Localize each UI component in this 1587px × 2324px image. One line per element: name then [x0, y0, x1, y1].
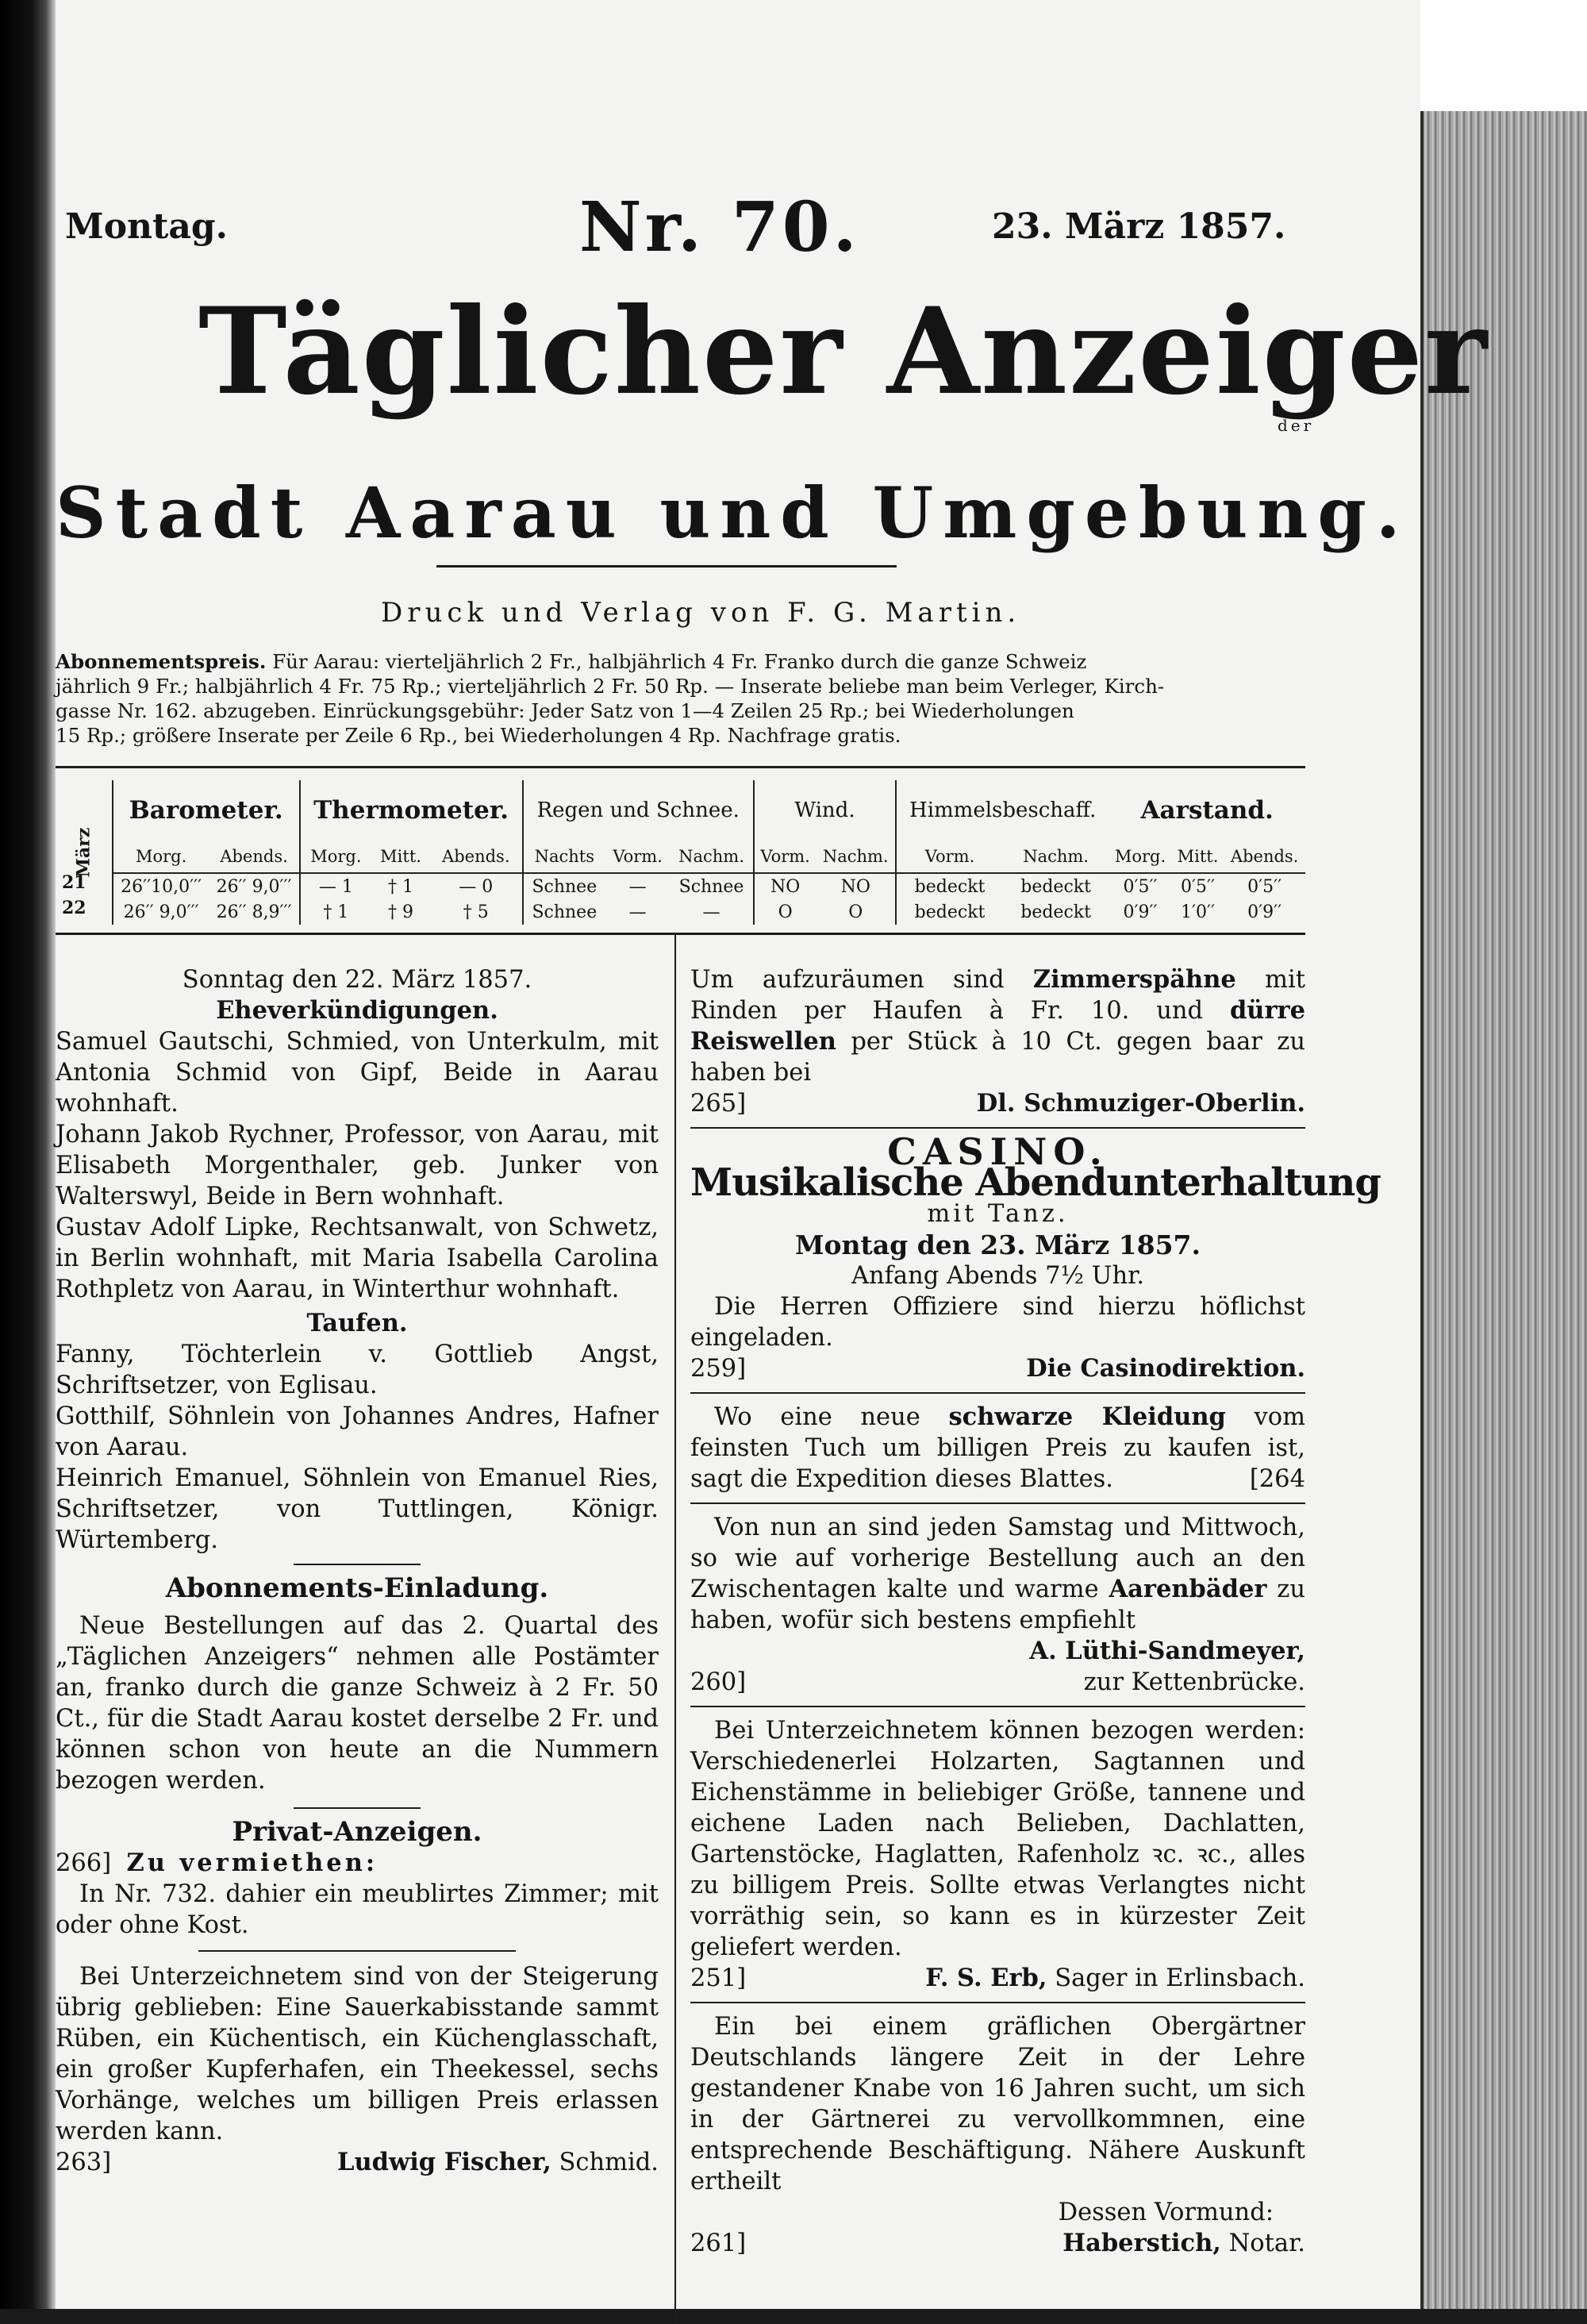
right-column: [690, 964, 1381, 2259]
privat-title: Privat-Anzeigen.: [232, 1816, 482, 1848]
ad-261-text: Ein bei einem gräflichen Obergärtner Deutschlands längere Zeit in der Lehre gestandener Knabe von 16 Jahren sucht, um sich in der Gärtnerei zu vervollkommnen, eine entsprechende Beschäftigung. Nähere Auskunft ertheilt: [690, 2013, 1305, 2195]
weather-cell: 0′5′′: [1123, 876, 1158, 897]
ad-261-signature: Haberstich,: [1062, 2229, 1221, 2257]
ad-266-number: 266]: [56, 1849, 112, 1877]
mit-tanz: mit Tanz.: [927, 1200, 1069, 1228]
subscription-block: [56, 649, 1305, 748]
event-date: Montag den 23. März 1857.: [794, 1229, 1201, 1260]
weather-cell: Schnee: [523, 873, 605, 899]
ad-251-number: 251]: [690, 1964, 747, 1992]
weather-header-barometer: Barometer.: [113, 780, 300, 841]
weather-sub: Vorm.: [896, 841, 1003, 873]
taufen-entry: Heinrich Emanuel, Söhnlein von Emanuel Ries, Schriftsetzer, von Tuttlingen, Königr. Würtemberg.: [56, 1464, 659, 1554]
subscription-label: Abonnementspreis.: [56, 650, 267, 673]
subscription-line-1: Für Aarau: vierteljährlich 2 Fr., halbjährlich 4 Fr. Franko durch die ganze Schweiz: [272, 650, 1087, 673]
ad-264-number: [264: [1249, 1465, 1305, 1493]
ad-261-vormund: Dessen Vormund:: [1058, 2199, 1274, 2226]
weather-header-rain: Regen und Schnee.: [523, 780, 754, 841]
weather-sub: Morg.: [113, 841, 209, 873]
ad-260-number: 260]: [690, 1668, 747, 1696]
offiziere-text: Die Herren Offiziere sind hierzu höflichst eingeladen.: [690, 1293, 1305, 1352]
book-binding: [0, 0, 56, 2309]
ad-264-bold: schwarze Kleidung: [948, 1402, 1226, 1431]
weather-day-22: 22: [62, 898, 86, 918]
weather-cell: † 1: [300, 899, 372, 925]
weather-header-aarstand: Aarstand.: [1140, 796, 1274, 825]
ad-260-location: zur Kettenbrücke.: [1083, 1668, 1305, 1696]
masthead-rule: [436, 565, 897, 568]
weather-cell: — 0: [459, 876, 494, 897]
weather-cell: 26′′ 8,9′′′: [216, 902, 292, 922]
weather-cell: 1′0′′: [1181, 902, 1215, 922]
taufen-title: Taufen.: [306, 1309, 408, 1337]
weather-cell: Schnee: [678, 876, 744, 897]
eheverk-entry: Gustav Adolf Lipke, Rechtsanwalt, von Schwetz, in Berlin wohnhaft, mit Maria Isabella Carolina Rothpletz von Aarau, in Winterthur wohnhaft.: [56, 1214, 659, 1303]
left-column: [56, 964, 659, 2178]
masthead-der: der: [1278, 416, 1315, 435]
weather-cell: NO: [754, 873, 817, 899]
publisher-line: Druck und Verlag von F. G. Martin.: [381, 597, 1021, 629]
weather-sub: Abends.: [430, 841, 523, 873]
ad-251-signature: F. S. Erb,: [925, 1964, 1047, 1992]
book-page-edges: [1420, 111, 1587, 2309]
ad-263-signature: Ludwig Fischer,: [337, 2148, 551, 2176]
weather-top-rule: [56, 766, 1305, 768]
ad-rule: [690, 1392, 1305, 1394]
casino-title: CASINO.: [887, 1130, 1109, 1173]
weather-sub: Nachm.: [1003, 841, 1109, 873]
ad-260-signature: A. Lüthi-Sandmeyer,: [1029, 1637, 1305, 1665]
column-divider: [674, 935, 676, 2324]
ad-266-text: In Nr. 732. dahier ein meublirtes Zimmer; mit oder ohne Kost.: [56, 1880, 659, 1939]
abo-text: Neue Bestellungen auf das 2. Quartal des „Täglichen Anzeigers“ nehmen alle Postämter an, franko durch die ganze Schweiz à 2 Fr. 50 Ct., für die Stadt Aarau kostet derselbe 2 Fr. und können schon von heute an die Nummern bezogen werden.: [56, 1612, 659, 1795]
ad-264-text: vom feinsten Tuch um billigen Preis zu kaufen ist, sagt die Expedition dieses Blattes.: [690, 1403, 1305, 1493]
weather-table: [56, 780, 1305, 925]
section-rule: [294, 1807, 421, 1809]
ad-265-number: 265]: [690, 1090, 747, 1118]
ad-265-signature: Dl. Schmuziger-Oberlin.: [976, 1089, 1305, 1118]
ad-261-number: 261]: [690, 2230, 747, 2257]
musik-title: Musikalische Abendunterhaltung: [690, 1160, 1381, 1205]
weather-header-thermometer: Thermometer.: [300, 780, 523, 841]
masthead-subtitle: Stadt Aarau und Umgebung.: [56, 471, 1410, 554]
weather-header-wind: Wind.: [754, 780, 896, 841]
weather-cell: 0′9′′: [1247, 902, 1282, 922]
weekday: Montag.: [65, 206, 228, 247]
weather-cell: O: [754, 899, 817, 925]
ad-rule: [690, 1503, 1305, 1504]
ad-263-text: Bei Unterzeichnetem sind von der Steigerung übrig geblieben: Eine Sauerkabisstande sammt Rüben, ein Küchentisch, ein Küchenglasschaft, ein großer Kupferhafen, ein Theekessel, sechs Vorhänge, welches um billigen Preis erlassen werden kann.: [56, 1963, 659, 2145]
ad-rule: [690, 1127, 1305, 1129]
ad-263-signature-role: Schmid.: [559, 2149, 659, 2176]
weather-cell: 26′′ 9,0′′′: [113, 899, 209, 925]
weather-cell: † 9: [388, 902, 414, 922]
event-start: Anfang Abends 7½ Uhr.: [851, 1262, 1145, 1290]
weather-cell: O: [848, 902, 863, 922]
weather-cell: bedeckt: [1020, 876, 1091, 897]
weather-cell: —: [702, 902, 720, 922]
weather-sub: Nachts: [523, 841, 605, 873]
weather-sub: Morg.: [1109, 841, 1171, 873]
subscription-line-4: 15 Rp.; größere Inserate per Zeile 6 Rp., bei Wiederholungen 4 Rp. Nachfrage gratis.: [56, 724, 901, 747]
weather-cell: — 1: [300, 873, 372, 899]
weather-sub: Nachm.: [816, 841, 896, 873]
page-top-margin: [1420, 0, 1587, 111]
issue-date: 23. März 1857.: [992, 206, 1286, 247]
eheverk-entry: Samuel Gautschi, Schmied, von Unterkulm, mit Antonia Schmid von Gipf, Beide in Aarau wohnhaft.: [56, 1028, 659, 1118]
ad-265-bold: dürre Reiswellen: [690, 996, 1305, 1056]
ad-261-signature-role: Notar.: [1228, 2230, 1305, 2257]
ad-266-heading: Zu vermiethen:: [126, 1849, 378, 1877]
ad-265-text: Um aufzuräumen sind: [690, 966, 1033, 994]
weather-row: [56, 899, 1305, 925]
ad-rule: [198, 1950, 516, 1952]
register-date: Sonntag den 22. März 1857.: [182, 966, 532, 994]
weather-sub: Abends.: [209, 841, 300, 873]
ad-rule: [690, 1706, 1305, 1707]
ad-251-signature-role: Sager in Erlinsbach.: [1055, 1964, 1305, 1992]
ad-rule: [690, 2002, 1305, 2003]
ad-265-text: per Stück à 10 Ct. gegen baar zu haben bei: [690, 1028, 1305, 1087]
weather-cell: † 5: [463, 902, 489, 922]
weather-sub: Vorm.: [605, 841, 670, 873]
weather-cell: bedeckt: [1020, 902, 1091, 922]
masthead-title: Täglicher Anzeiger: [198, 282, 1489, 421]
eheverk-title: Eheverkündigungen.: [216, 996, 498, 1025]
ad-265-text: mit Rinden per Haufen à Fr. 10. und: [690, 966, 1305, 1025]
ad-263-number: 263]: [56, 2149, 112, 2176]
weather-cell: bedeckt: [896, 899, 1003, 925]
ad-260-bold: Aarenbäder: [1109, 1575, 1267, 1603]
ad-260-text: zu haben, wofür sich bestens empfiehlt: [690, 1576, 1305, 1634]
abo-title: Abonnements-Einladung.: [165, 1572, 549, 1604]
ad-259-number: 259]: [690, 1355, 747, 1383]
weather-cell: 26′′ 9,0′′′: [216, 876, 292, 897]
ad-260-text: Von nun an sind jeden Samstag und Mittwoch, so wie auf vorherige Bestellung auch an den Zwischentagen kalte und warme: [690, 1514, 1305, 1603]
weather-sub: Mitt.: [1172, 841, 1224, 873]
ad-265-bold: Zimmerspähne: [1032, 965, 1236, 994]
taufen-entry: Gotthilf, Söhnlein von Johannes Andres, Hafner von Aarau.: [56, 1402, 659, 1461]
weather-cell: Schnee: [523, 899, 605, 925]
ad-264-text: Wo eine neue: [714, 1403, 949, 1431]
weather-day-21: 21: [62, 872, 86, 893]
weather-sub: Morg.: [300, 841, 372, 873]
weather-cell: 26′′10,0′′′: [113, 873, 209, 899]
weather-cell: —: [628, 876, 647, 897]
casino-direction: Die Casinodirektion.: [1026, 1354, 1305, 1383]
issue-number: Nr. 70.: [579, 187, 860, 267]
section-rule: [294, 1564, 421, 1565]
weather-sub: Nachm.: [670, 841, 754, 873]
subscription-line-2: jährlich 9 Fr.; halbjährlich 4 Fr. 75 Rp.; vierteljährlich 2 Fr. 50 Rp. — Inserate beliebe man beim Verleger, Kirch-: [56, 675, 1165, 698]
newspaper-page: [56, 0, 1489, 2309]
weather-cell: 0′5′′: [1247, 876, 1282, 897]
eheverk-entry: Johann Jakob Rychner, Professor, von Aarau, mit Elisabeth Morgenthaler, geb. Junker von Walterswyl, Beide in Bern wohnhaft.: [56, 1121, 659, 1210]
weather-cell: 0′9′′: [1123, 902, 1158, 922]
weather-row: [56, 873, 1305, 899]
weather-cell: bedeckt: [896, 873, 1003, 899]
weather-cell: † 1: [388, 876, 414, 897]
weather-bottom-rule: [56, 933, 1305, 935]
weather-sub: Mitt.: [371, 841, 430, 873]
weather-header-sky: Himmelsbeschaff.: [896, 780, 1109, 841]
weather-cell: NO: [840, 876, 870, 897]
weather-sub: Vorm.: [754, 841, 817, 873]
weather-sub: Abends.: [1224, 841, 1305, 873]
ad-251-text: Bei Unterzeichnetem können bezogen werden: Verschiedenerlei Holzarten, Sagtannen und Eichenstämme in beliebiger Größe, tannene und eichene Laden nach Belieben, Dachlatten, Gartenstöcke, Haglatten, Rafenholz ꝛc. ꝛc., alles zu billigem Preis. Sollte etwas Verlangtes nicht vorräthig sein, so kann es in kürzester Zeit geliefert werden.: [690, 1717, 1305, 1961]
weather-cell: 0′5′′: [1181, 876, 1215, 897]
weather-side-label: März: [73, 827, 94, 878]
subscription-line-3: gasse Nr. 162. abzugeben. Einrückungsgebühr: Jeder Satz von 1—4 Zeilen 25 Rp.; bei Wiederholungen: [56, 699, 1074, 722]
weather-cell: —: [628, 902, 647, 922]
taufen-entry: Fanny, Töchterlein v. Gottlieb Angst, Schriftsetzer, von Eglisau.: [56, 1341, 659, 1399]
